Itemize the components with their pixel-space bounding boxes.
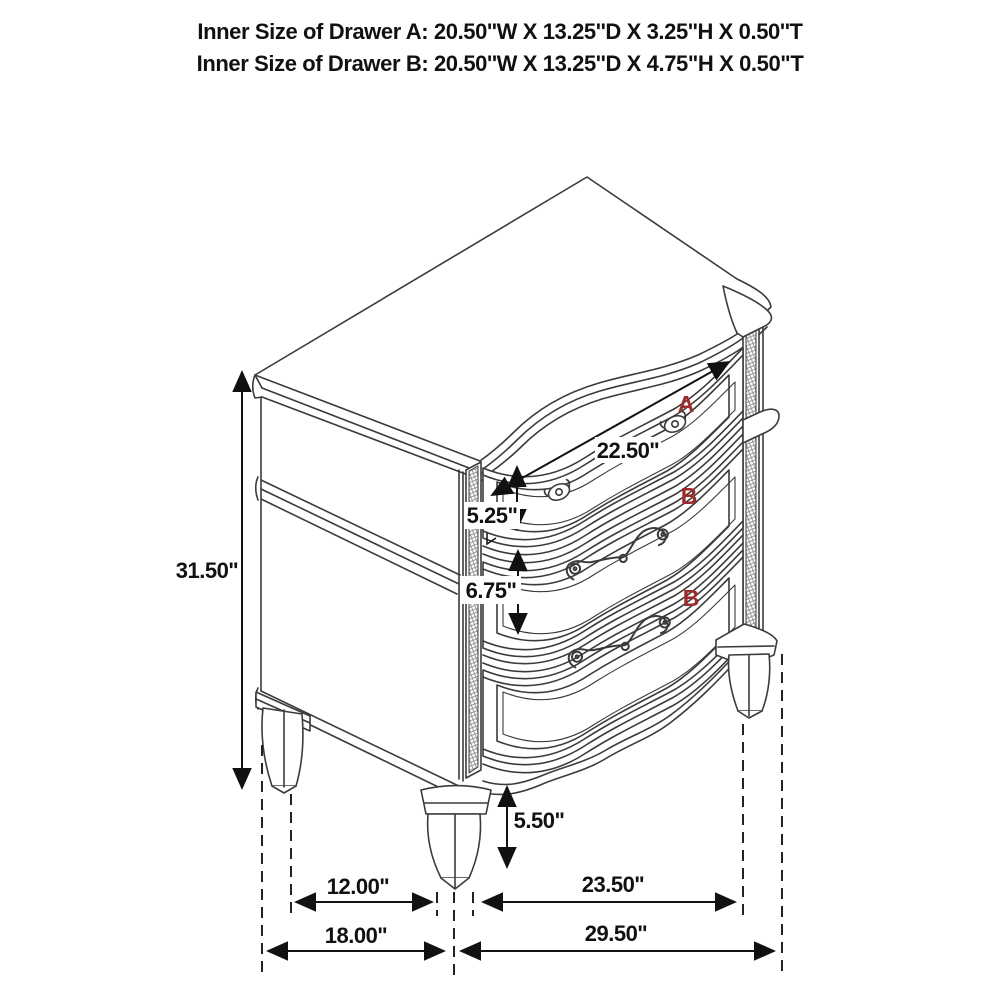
- width-overall-label: 29.50": [584, 921, 648, 946]
- overall-height-label: 31.50": [175, 558, 239, 583]
- drawer-a-height-label: 5.25": [466, 503, 518, 528]
- drawer-b-size-text: Inner Size of Drawer B: 20.50''W X 13.25''D X 4.75"H X 0.50"T: [196, 51, 804, 76]
- tabletop-left-corner: [253, 375, 262, 398]
- drawer-a-letter: A: [677, 391, 695, 417]
- back-left-leg: [256, 692, 310, 793]
- side-panel-band-endcap: [256, 477, 258, 500]
- drawer-width-label: 22.50": [596, 438, 660, 463]
- drawer-b1-letter: B: [680, 483, 698, 509]
- depth-inner-label: 12.00": [326, 874, 390, 899]
- right-pilaster-hatch: [746, 330, 756, 636]
- drawer-a-size-text: Inner Size of Drawer A: 20.50''W X 13.25''D X 3.25''H X 0.50''T: [197, 19, 803, 44]
- nightstand-illustration: [253, 177, 779, 889]
- front-center-leg: [421, 786, 491, 890]
- drawer-b2-letter: B: [682, 585, 700, 611]
- side-panel-band: [261, 480, 460, 594]
- drawer-b-height-label: 6.75": [465, 578, 517, 603]
- leg-height-label: 5.50": [513, 808, 565, 833]
- width-inner-label: 23.50": [581, 872, 645, 897]
- front-right-leg: [716, 624, 777, 718]
- depth-overall-label: 18.00": [324, 923, 388, 948]
- front-left-corner-edge: [459, 470, 463, 781]
